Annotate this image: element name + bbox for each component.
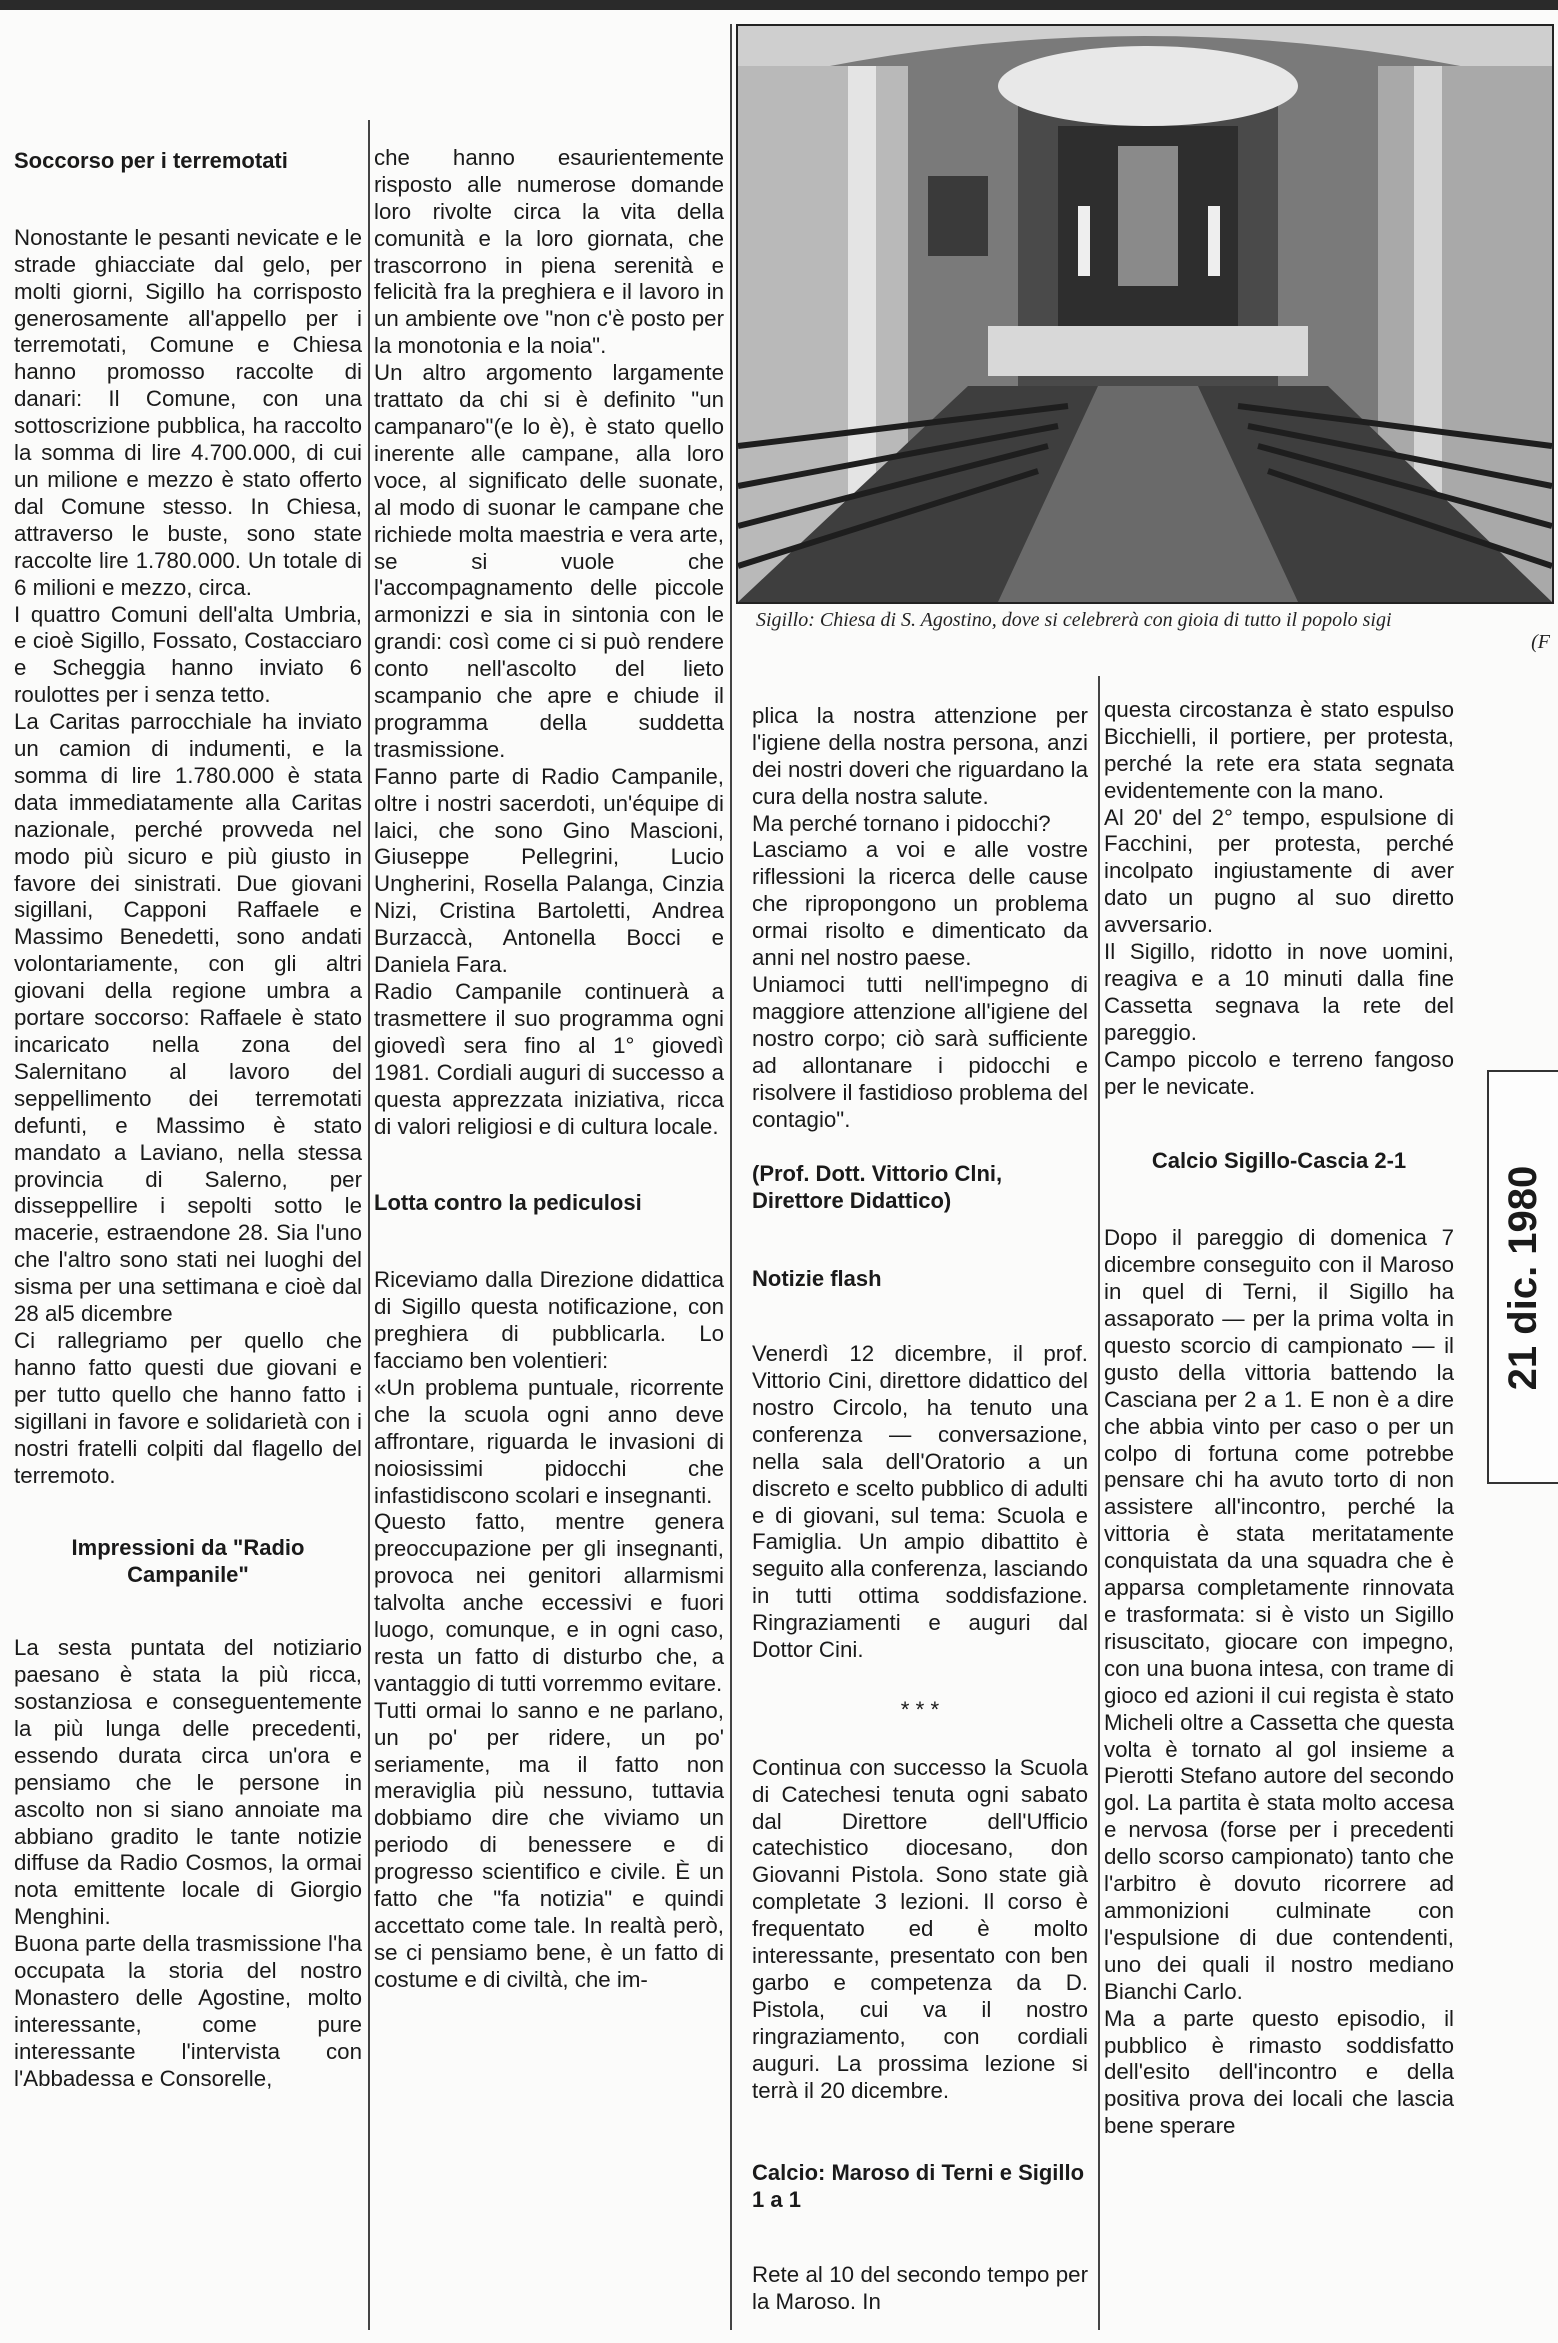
column-rule-1	[368, 120, 370, 2330]
column-rule-3	[1098, 676, 1100, 2330]
photo-caption-credit: (F	[1531, 631, 1550, 653]
article-soccorso-body: Nonostante le pesanti nevicate e le strade ghiacciate dal gelo, per molti giorni, Sigillo ha corrisposto generosamente all'appello per i terremotati, Comune e Chiesa hanno promosso raccolte di danari: Il Comune, con una sottoscrizione pubblica, ha raccolto la somma di lire 4.700.000, di cui un milione e mezzo è stato offerto dal Comune stesso. In Chiesa, attraverso le buste, sono state raccolte lire 1.780.000. Un totale di 6 milioni e mezzo, circa. I quattro Comuni dell'alta Umbria, e cioè Sigillo, Fossato, Costacciaro e Scheggia hanno inviato 6 roulottes per i senza tetto. La Caritas parrocchiale ha inviato un camion di indumenti, e la somma di lire 1.780.000 è stata data immediatamente alla Caritas nazionale, perché provveda nel modo più sicuro e più giusto in favore dei sinistrati. Due giovani sigillani, Capponi Raffaele e Massimo Benedetti, sono andati volontariamente, con gli altri giovani della regione umbra a portare soccorso: Raffaele è stato incaricato nella zona del Salernitano al lavoro del seppellimento dei terremotati defunti, e Massimo è stato mandato a Laviano, nella stessa provincia di Salerno, per disseppellire i sepolti sotto le macerie, estraendone 28. Sia l'uno che l'altro sono stati nei luoghi del sisma per una settimana e cioè dal 28 al5 dicembre Ci rallegriamo per quello che hanno fatto questi due giovani e per tutto quello che hanno fatto i sigillani in favore e solidarietà con i nostri fratelli colpiti dal flagello del terremoto.	[14, 224, 362, 1488]
article-catechesi-body: Continua con successo la Scuola di Catechesi tenuta ogni sabato dal Direttore dell'Ufficio catechistico diocesano, don Giovanni Pistola. Sono state già completate 3 lezioni. Il corso è frequentato ed è molto interessante, presentato con ben garbo e competenza da D. Pistola, cui va il nostro ringraziamento, con cordiali auguri. La prossima lezione si terrà il 20 dicembre.	[752, 1754, 1088, 2103]
headline-notizie-flash: Notizie flash	[752, 1266, 882, 1292]
article-maroso-continued: questa circostanza è stato espulso Bicchielli, il portiere, per protesta, perché la rete era stata segnata evidentemente con la mano. Al 20' del 2° tempo, espulsione di Facchini, per protesta, perché incolpato ingiustamente di aver dato un pugno al suo diretto avversario. Il Sigillo, ridotto in nove uomini, reagiva e a 10 minuti dalla fine Cassetta segnava la rete del pareggio. Campo piccolo e terreno fangoso per le nevicate.	[1104, 696, 1454, 1099]
column-rule-2	[730, 24, 732, 2330]
scan-top-edge	[0, 0, 1558, 10]
separator-stars: * * *	[900, 1696, 940, 1722]
column-3	[752, 676, 1088, 2343]
pediculosi-signature: (Prof. Dott. Vittorio Clni, Direttore Didattico)	[752, 1161, 1003, 1214]
photo-caption	[756, 608, 1556, 653]
headline-cascia: Calcio Sigillo-Cascia 2-1	[1151, 1148, 1407, 1174]
headline-impressioni: Impressioni da "Radio Campanile"	[71, 1535, 305, 1588]
headline-pediculosi: Lotta contro la pediculosi	[374, 1190, 642, 1216]
photo-caption-text: Sigillo: Chiesa di S. Agostino, dove si celebrerà con gioia di tutto il popolo sigi	[756, 609, 1392, 631]
church-photo	[736, 24, 1554, 604]
article-pediculosi-continued: plica la nostra attenzione per l'igiene della nostra persona, anzi dei nostri doveri che riguardano la cura della nostra salute. Ma perché tornano i pidocchi? Lasciamo a voi e alle vostre riflessioni la ricerca delle cause che ripropongono un problema ormai risolto e dimenticato da anni nel nostro paese. Uniamoci tutti nell'impegno di maggiore attenzione all'igiene del nostro corpo; ciò sarà sufficiente ad allontanare i pidocchi e risolvere il fastidioso problema del contagio".	[752, 702, 1088, 1132]
article-impressioni-body: La sesta puntata del notiziario paesano è stata la più ricca, sostanziosa e conseguentemente la più lunga delle precedenti, essendo durata circa un'ora e pensiamo che le persone in ascolto non si siano annoiate ma abbiano gradito le tante notizie diffuse da Radio Cosmos, la ormai nota emittente locale di Giorgio Menghini. Buona parte della trasmissione l'ha occupata la storia del nostro Monastero delle Agostine, molto interessante, come pure interessante l'intervista con l'Abbadessa e Consorelle,	[14, 1635, 362, 2091]
article-flash-body: Venerdì 12 dicembre, il prof. Vittorio Cini, direttore didattico del nostro Circolo, ha tenuto una conferenza — conversazione, nella sala dell'Oratorio a un discreto e scelto pubblico di adulti e di giovani, sul tema: Scuola e Famiglia. Un ampio dibattito è seguito alla conferenza, lasciando in tutti ottima soddisfazione. Ringraziamenti e auguri dal Dottor Cini.	[752, 1341, 1088, 1663]
column-2	[374, 118, 724, 2021]
article-cascia-body: Dopo il pareggio di domenica 7 dicembre conseguito con il Maroso in quel di Terni, il Sigillo ha assaporato — per la prima volta in questo scorcio di campionato — il gusto della vittoria battendo la Casciana per 2 a 1. E non è a dire che abbia vinto per caso o per un colpo di fortuna come potrebbe pensare chi ha avuto torto di non assistere all'incontro, perché la vittoria è stata meritatamente conquistata da una squadra che è apparsa completamente rinnovata e trasformata: si è visto un Sigillo risuscitato, giocare con impegno, con una buona intesa, con trame di gioco ed azioni il cui regista è stato Micheli oltre a Cassetta che questa volta è tornato al gol insieme a Pierotti Stefano autore del secondo gol. La partita è stata molto accesa e nervosa (forse per i precedenti dello scorso campionato) tanto che l'arbitro è dovuto ricorrere ad ammonizioni culminate con l'espulsione di due contendenti, uno dei quali il nostro mediano Bianchi Carlo. Ma a parte questo episodio, il pubblico è rimasto soddisfatto dell'esito dell'incontro e della positiva prova dei locali che lascia bene sperare	[1104, 1225, 1454, 2139]
church-interior-image	[738, 26, 1552, 602]
article-impressioni-continued: che hanno esaurientemente risposto alle numerose domande loro rivolte circa la vita della comunità e la loro giornata, che trascorrono in piena serenità e felicità fra la preghiera e il lavoro in un ambiente ove "non c'è posto per la monotonia e la noia". Un altro argomento largamente trattato da chi si è definito "un campanaro"(e lo è), è stato quello inerente alle campane, alla loro voce, al significato delle suonate, al modo di suonar le campane che richiede molta maestria e vera arte, se si vuole che l'accompagnamento delle piccole armonizzi e sia in sintonia con le grandi: così come ci si può rendere conto nell'ascolto del lieto scampanio che apre e chiude il programma della suddetta trasmissione. Fanno parte di Radio Campanile, oltre i nostri sacerdoti, un'équipe di laici, che sono Gino Mascioni, Giuseppe Pellegrini, Lucio Ungherini, Rosella Palanga, Cinzia Nizi, Cristina Bartoletti, Andrea Burzaccà, Antonella Bocci e Daniela Fara. Radio Campanile continuerà a trasmettere il suo programma ogni giovedì sera fino al 1° giovedì 1981. Cordiali auguri di successo a questa apprezzata iniziativa, ricca di valori religiosi e di cultura locale.	[374, 144, 724, 1139]
article-pediculosi-body: Riceviamo dalla Direzione didattica di Sigillo questa notificazione, con preghiera di pubblicarla. Lo facciamo ben volentieri: «Un problema puntuale, ricorrente che la scuola ogni anno deve affrontare, riguarda le invasioni di noiosissimi pidocchi che infastidiscono scolari e insegnanti. Questo fatto, mentre genera preoccupazione per gli insegnanti, provoca nei genitori allarmismi talvolta anche eccessivi e fuori luogo, comunque, e in ogni caso, resta un fatto di disturbo che, a vantaggio di tutti vorremmo evitare. Tutti ormai lo sanno e ne parlano, un po' per ridere, un po' seriamente, ma il fatto non meraviglia più nessuno, tuttavia dobbiamo dire che viviamo un periodo di benessere e di progresso scientifico e civile. È un fatto che "fa notizia" e quindi accettato come tale. In realtà però, se ci pensiamo bene, è un fatto di costume e di civiltà, che im-	[374, 1267, 724, 1992]
headline-soccorso: Soccorso per i terremotati	[14, 147, 288, 173]
article-maroso-body: Rete al 10 del secondo tempo per la Maroso. In	[752, 2262, 1088, 2315]
headline-maroso: Calcio: Maroso di Terni e Sigillo 1 a 1	[752, 2160, 1085, 2213]
column-4	[1104, 670, 1454, 2167]
column-1	[14, 120, 362, 2120]
date-stamp: 21 dic. 1980	[1501, 1165, 1545, 1391]
